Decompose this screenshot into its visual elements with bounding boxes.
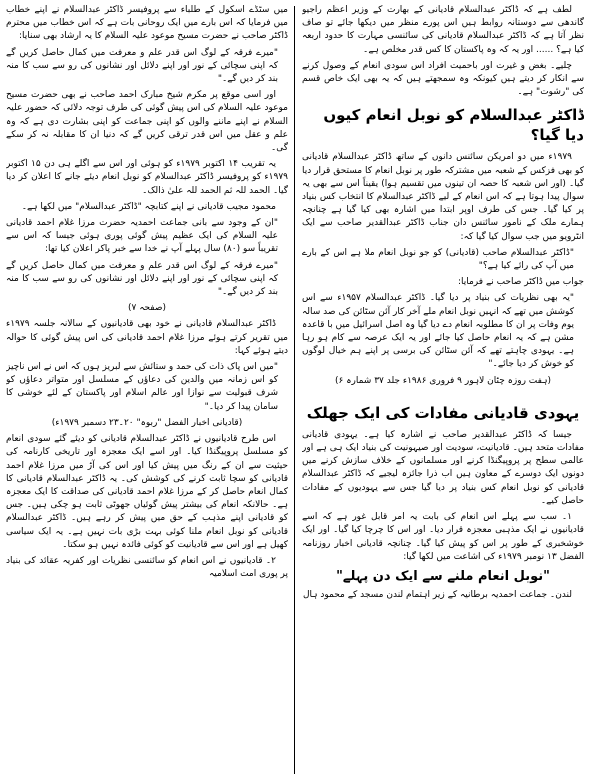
paragraph: یہ تقریب ۱۴ اکتوبر ۱۹۷۹ء کو ہوئی اور اس سے اگلے ہی دن ۱۵ اکتوبر ۱۹۷۹ء کو پروفیسر ڈاکٹر عبدالسلام کو نوبل انعام دیئے جانے کا اعلان کر دیا گیا۔ الحمد للہ ثم الحمد للہ علیٰ ذالک۔ (6, 159, 288, 196)
quotation: "یہ بھی نظریات کی بنیاد پر دیا گیا۔ ڈاکٹر عبدالسلام ۱۹۵۷ء سے اس کوشش میں تھے کہ انہیں نوبل انعام ملے آخر کار آئن سٹائن کی صد سالہ یوم وفات پر ان کا مطلوبہ انعام دے دیا گیا وہ اصل اسرائیل میں با قاعدہ مشن ہے کہ یہ انعام حاصل کیا جائے اور یہ ایک عرصہ سے کام ہو رہا ہے۔ یہودی چاہتے تھے کہ آئن سٹائن کی برسی پر اپنے ہم خیال لوگوں کو خوش کر دیا جائے۔" (302, 293, 574, 370)
paragraph: ۱۔ سب سے پہلے اس انعام کی بابت یہ امر قابل غور ہے کہ اسے قادیانیوں نے ایک مذہبی معجزہ قرار دیا۔ اور اس کا چرچا کیا گیا۔ اور ایک خوشخبری کے طور پر اس کو پیش کیا گیا۔ چنانچہ قادیانی اخبار روزنامہ الفضل ۱۳ نومبر ۱۹۷۹ء کی اشاعت میں لکھا گیا: (302, 512, 584, 562)
paragraph: ڈاکٹر عبدالسلام قادیانی نے خود بھی قادیانیوں کے سالانہ جلسہ ۱۹۷۹ء میں تقریر کرتے ہوئے مرزا غلام احمد قادیانی کی اس پیش گوئی کا حوالہ دیتے ہوئے کہا: (6, 319, 288, 356)
page-reference: (صفحہ ۷) (127, 303, 166, 314)
paragraph: میں سٹڈے اسکول کے طلباء سے پروفیسر ڈاکٹر عبدالسلام نے اپنے خطاب میں فرمایا کہ اس بارے میں ایک روحانی بات ہے کہ اس خطاب میں محترم ڈاکٹر صاحب نے حضرت مسیح موعود علیہ السلام کا یہ ارشاد بھی سنایا: (6, 5, 288, 42)
citation: (قادیانی اخبار الفضل "ربوہ" ۲۰۔۲۳ دسمبر ۱۹۷۹ء) (51, 417, 243, 428)
paragraph: لندن۔ جماعت احمدیہ برطانیہ کے زیر اہتمام لندن مسجد کے محمود ہال (302, 589, 572, 600)
column-divider (294, 6, 295, 774)
right-column (302, 4, 584, 776)
paragraph: جواب میں ڈاکٹر صاحب نے فرمایا: (457, 277, 584, 288)
paragraph: اس طرح قادیانیوں نے ڈاکٹر عبدالسلام قادیانی کو دیئے گئے سودی انعام کو مسلسل پروپیگنڈا کیا۔ اور اسے ایک معجزہ اور تاریخی کارنامہ کی حیثیت سے ان کے رنگ میں پیش کیا اور اس کی آڑ میں مرزا غلام احمد قادیانی کو سچا ثابت کرنے کی کوشش کی۔ یہ ڈاکٹر عبدالسلام قادیانی کا کمال انعام حاصل کر کے مرزا غلام احمد قادیانی کی صداقت کا ایک معجزہ ہے۔ حالانکہ انعام کی بیشتر پیش گوئیاں جھوٹی ثابت ہو چکی ہیں۔ جس کو قادیانی اپنے مذہب کے حق میں پیش کر رہے ہیں۔ ڈاکٹر عبدالسلام قادیانی کو نوبل انعام ملنا کوئی بہت بڑی بات نہیں ہے۔ یہ ایک سیاسی کھیل ہے اور اس سے قادیانیت کو کوئی فائدہ نہیں ہو سکتا۔ (6, 434, 288, 550)
quotation: "ان کے وجود سے بانی جماعت احمدیہ حضرت مرزا غلام احمد قادیانی علیہ السلام کی ایک عظیم پیش گوئی پوری ہوئی جیسا کہ اس سے تقریباً سو (۸۰) سال پہلے آپ نے خدا سے خبر پاکر اعلان کیا تھا: (6, 218, 278, 255)
quotation: "میرے فرقہ کے لوگ اس قدر علم و معرفت میں کمال حاصل کریں گے کہ اپنی سچائی کے نور اور اپنے دلائل اور نشانوں کی رو سے سب کا منہ بند کر دیں گے۔" (6, 260, 278, 298)
quotation: "ڈاکٹر عبدالسلام صاحب (قادیانی) کو جو نوبل انعام ملا ہے اس کے بارے میں آپ کی رائے کیا ہے؟" (302, 247, 574, 272)
quotation: "میرے فرقہ کے لوگ اس قدر علم و معرفت میں کمال حاصل کریں گے کہ اپنی سچائی کے نور اور اپنے دلائل اور نشانوں کی رو سے سب کا منہ بند کر دیں گے۔" (6, 47, 278, 85)
citation: (ہفت روزہ چٹان لاہور ۹ فروری ۱۹۸۶ء جلد ۳۷ شمارہ ۶) (335, 375, 551, 386)
paragraph: اور اسی موقع پر مکرم شیخ مبارک احمد صاحب نے بھی حضرت مسیح موعود علیہ السلام کی اس پیش گوئی کی طرف توجہ دلائی کہ حضور علیہ السلام نے اپنے ماننے والوں کو اپنی جماعت کو اپنی بشارت دی ہے کہ وہ علم و عقل میں اس قدر ترقی کریں گے کہ دنیا ان کا مقابلہ نہ کر سکے گی۔ (6, 90, 288, 154)
quotation: "میں اس پاک ذات کی حمد و ستائش سے لبریز ہوں کہ اس نے اس ناچیز کو اس زمانہ میں والدین کی دعاؤں کے مسلسل اور متواتر دعاؤں کو شرف قبولیت سے نوازا اور عالم اسلام اور پاکستان کے لئے خوشی کا سامان پیدا کر دیا۔" (6, 362, 278, 412)
paragraph: محمود مجیب قادیانی نے اپنے کتابچہ "ڈاکٹر عبدالسلام" میں لکھا ہے۔ (21, 201, 276, 212)
paragraph: لطف ہے کہ ڈاکٹر عبدالسلام قادیانی کے بھارت کے وزیر اعظم راجیو گاندھی سے دوستانہ روابط ہیں اس پورے منظر میں دیکھا جائے تو صاف نظر آتا ہے کہ ڈاکٹر عبدالسلام قادیانی کی سائنسی مہارت کا حدود اربعہ کیا ہے؟ ...... اور یہ کہ وہ پاکستان کا کس قدر مخلص ہے۔ (302, 5, 584, 55)
paragraph: جیسا کہ ڈاکٹر عبدالقدیر صاحب نے اشارہ کیا ہے۔ یہودی قادیانی مفادات متحد ہیں۔ قادیانیت، سودیت اور صیہونیت کی بنیاد ایک ہی ہے اور عالمی سطح پر پروپیگنڈا کرنے اور مسلمانوں کے خلاف سازش کرنے میں دونوں ایک دوسرے کے معاون ہیں اب ذرا جائزہ لیجیے کہ ڈاکٹر عبدالسلام قادیانی کو نوبل انعام کس بنیاد پر دیا گیا جس سے یہودیوں کے مفادات حاصل کیے۔ (302, 429, 584, 506)
paragraph: ۲۔ قادیانیوں نے اس انعام کو سائنسی نظریات اور کفریہ عقائد کی بنیاد پر پوری امت اسلامیہ (6, 555, 288, 580)
left-column (6, 4, 288, 776)
paragraph: چلیے۔ بغض و غیرت اور باحمیت افراد اس سودی انعام کے وصول کرنے سے انکار کر دیتے ہیں کیونکہ وہ سمجھتے ہیں کہ یہ بھی ایک خاص قسم کی "رشوت" ہے۔ (302, 60, 584, 98)
paragraph: ۱۹۷۹ء میں دو امریکن سائنس دانوں کے ساتھ ڈاکٹر عبدالسلام قادیانی کو بھی فزکس کے شعبہ میں مشترکہ طور پر نوبل انعام کا مستحق قرار دیا گیا۔ (اور اس شعبہ کا حصہ ان تینوں میں تقسیم ہوا) یقیناً اس سے بھی یہ سوال پیدا ہوتا ہے کہ اس انعام کے لیے ڈاکٹر عبدالسلام کا انتخاب کس بنیاد پر کیا گیا۔ جس کی طرف اوپر ابتدا میں اشارہ بھی کیا گیا ہے چنانچہ ہمارے ملک کے نامور سائنس دان جناب ڈاکٹر عبدالقدیر صاحب سے ایک انٹرویو میں جب سوال کیا گیا کہ: (302, 152, 584, 242)
subheading: "نوبل انعام ملنے سے ایک دن پہلے" (336, 568, 550, 584)
section-heading: ڈاکٹر عبدالسلام کو نوبل انعام کیوں دیا گیا؟ (323, 106, 584, 145)
section-heading: یہودی قادیانی مفادات کی ایک جھلک (306, 403, 580, 422)
